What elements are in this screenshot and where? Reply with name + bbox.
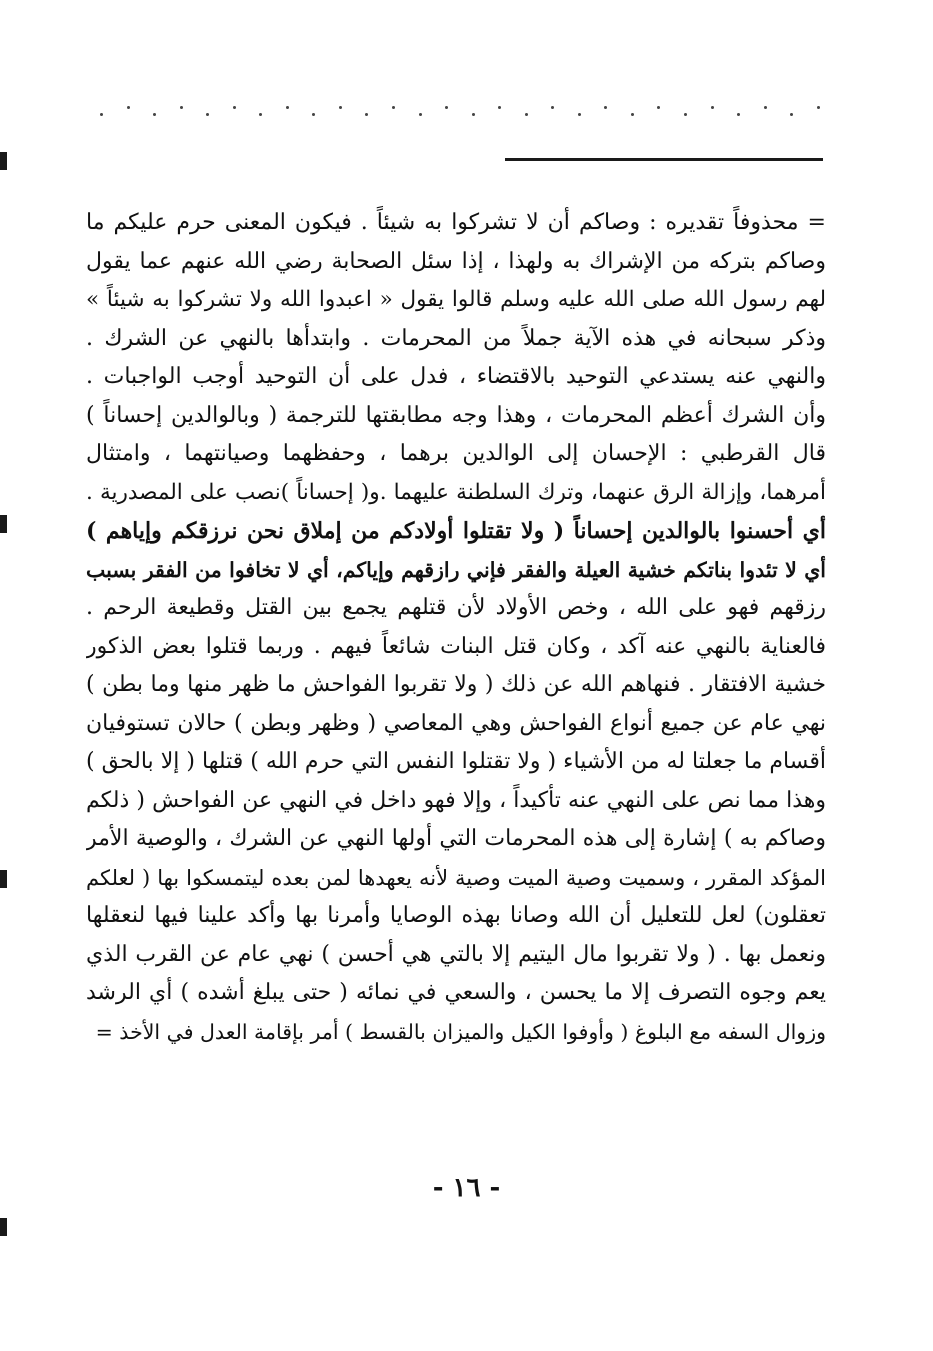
text-line: وزوال السفه مع البلوغ ( وأوفوا الكيل والميزان بالقسط ) أمر بإقامة العدل في الأخذ = bbox=[95, 1019, 826, 1044]
text-line: وأن الشرك أعظم المحرمات ، وهذا وجه مطابقتها للترجمة ( وبالوالدين إحساناً ) bbox=[86, 402, 826, 428]
text-line: تعقلون) لعل للتعليل أن الله وصانا بهذه الوصايا وأمرنا بها وأكد علينا فيها لنعقلها bbox=[86, 903, 826, 928]
footnote-separator-rule bbox=[505, 158, 823, 161]
page-number: - ١٦ - bbox=[432, 1173, 501, 1203]
text-line: قال القرطبي : الإحسان إلى الوالدين برهما ، وحفظهما وصيانتهما ، وامتثال bbox=[86, 441, 826, 466]
text-line: والنهي عنه يستدعي التوحيد بالاقتضاء ، فدل على أن التوحيد أوجب الواجبات . bbox=[86, 364, 826, 389]
text-line: خشية الافتقار . فنهاهم الله عن ذلك ( ولا تقربوا الفواحش ما ظهر منها وما بطن ) bbox=[86, 672, 826, 697]
margin-mark bbox=[0, 515, 7, 533]
text-line: وصاكم بتركه من الإشراك به ولهذا ، إذا سئل الصحابة رضي الله عنهم عما يقول bbox=[86, 248, 826, 274]
footnote-body bbox=[86, 204, 826, 1051]
header-dots-ornament bbox=[100, 92, 820, 122]
text-line: يعم وجوه التصرف إلا ما يحسن ، والسعي في نمائه ( حتى يبلغ أشده ) أي الرشد bbox=[86, 980, 826, 1005]
text-line: أمرهما، وإزالة الرق عنهما، وترك السلطنة عليهما .و( إحساناً )نصب على المصدرية . bbox=[86, 479, 826, 505]
margin-mark bbox=[0, 152, 7, 170]
text-line: وصاكم به ) إشارة إلى هذه المحرمات التي أولها النهي عن الشرك ، والوصية الأمر bbox=[86, 826, 826, 851]
text-line: وذكر سبحانه في هذه الآية جملاً من المحرمات . وابتدأها بالنهي عن الشرك . bbox=[86, 325, 826, 351]
text-line: المؤكد المقرر ، وسميت وصية الميت وصية لأنه يعهدها لمن بعده ليتمسكوا بها ( لعلكم bbox=[86, 865, 826, 890]
bold-text-line: أي لا تئدوا بناتكم خشية العيلة والفقر فإني رازقهم وإياكم، أي لا تخافوا من الفقر بسبب bbox=[86, 557, 826, 582]
text-line: لهم رسول الله صلى الله عليه وسلم قالوا يقول « اعبدوا الله ولا تشركوا به شيئاً » bbox=[86, 287, 826, 312]
text-line: رزقهم فهو على الله ، وخص الأولاد لأن قتلهم يجمع بين القتل وقطيعة الرحم . bbox=[86, 595, 826, 620]
text-line: ونعمل بها . ( ولا تقربوا مال اليتيم إلا بالتي هي أحسن ) نهي عام عن القرب الذي bbox=[86, 941, 826, 967]
text-line: أقسام ما جعلتا له من الأشياء ( ولا تقتلوا النفس التي حرم الله ) قتلها ( إلا بالحق ) bbox=[86, 749, 826, 774]
text-line: فالعناية بالنهي عنه آكد ، وكان قتل البنات شائعاً فيهم . وربما قتلوا بعض الذكور bbox=[86, 633, 826, 659]
margin-mark bbox=[0, 1218, 7, 1236]
bold-text-line: أي أحسنوا بالوالدين إحساناً ( ولا تقتلوا أولادكم من إملاق نحن نرزقكم وإياهم ) bbox=[86, 518, 826, 544]
margin-mark bbox=[0, 870, 7, 888]
text-line: نهي عام عن جميع أنواع الفواحش وهي المعاصي ( وظهر وبطن ) حالان تستوفيان bbox=[86, 710, 826, 736]
text-line: = محذوفاً تقديره : وصاكم أن لا تشركوا به شيئاً . فيكون المعنى حرم عليكم ما bbox=[86, 210, 826, 235]
text-line: وهذا مما نص على النهي عنه تأكيداً ، وإلا فهو داخل في النهي عن الفواحش ( ذلكم bbox=[86, 787, 826, 813]
